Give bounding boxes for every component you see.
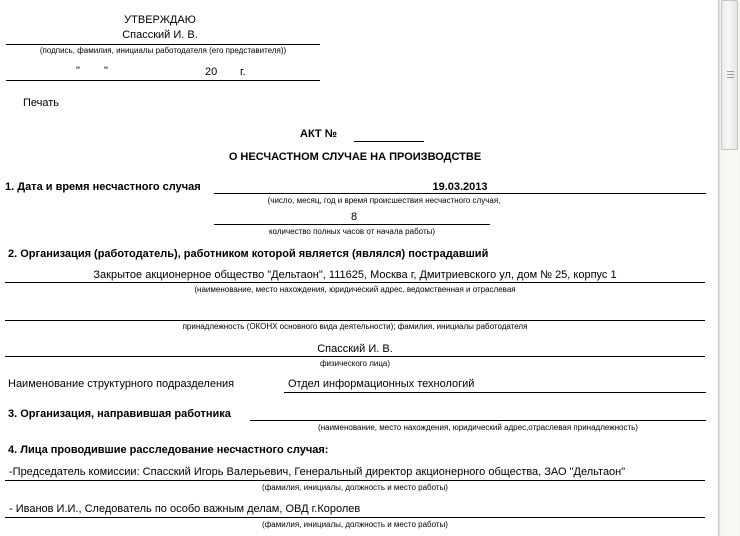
- okonh-caption: принадлежность (ОКОНХ основного вида деятельности); фамилия, инициалы работодателя: [182, 322, 528, 331]
- organization-caption: (наименование, место нахождения, юридический адрес, ведомственная и отраслевая: [194, 285, 516, 294]
- scrollbar-thumb[interactable]: [721, 0, 738, 150]
- date-year-prefix: 20: [205, 66, 218, 78]
- vertical-scrollbar[interactable]: [719, 0, 740, 536]
- employer-value: Спасский И. В.: [317, 343, 393, 355]
- commission-member-2-caption: (фамилия, инициалы, должность и место работы): [262, 520, 448, 529]
- section1-label: 1. Дата и время несчастного случая: [5, 181, 201, 193]
- department-underline: [284, 392, 706, 393]
- date-year-suffix: г.: [240, 66, 246, 78]
- accident-date-value: 19.03.2013: [432, 181, 488, 193]
- commission-member-1: -Председатель комиссии: Спасский Игорь Валерьевич, Генеральный директор акционерного общества, ЗАО "Дельтаон": [9, 466, 626, 478]
- act-subtitle: О НЕСЧАСТНОМ СЛУЧАЕ НА ПРОИЗВОДСТВЕ: [228, 151, 482, 163]
- date-quote-open: ": [76, 65, 80, 77]
- employer-underline: [5, 356, 705, 357]
- organization-underline: [5, 282, 705, 283]
- commission-member-1-caption: (фамилия, инициалы, должность и место работы): [262, 483, 448, 492]
- employer-caption: физического лица): [319, 359, 391, 368]
- date-quote-close: ": [104, 65, 108, 77]
- thumb-grip-line: [727, 74, 734, 75]
- section3-label: 3. Организация, направившая работника: [8, 408, 231, 420]
- thumb-grip-line: [727, 77, 734, 78]
- cut-off-header-fragment: [490, 0, 492, 3]
- section3-caption: (наименование, место нахождения, юридический адрес,отраслевая принадлежность): [318, 423, 638, 432]
- act-number-label: АКТ №: [300, 128, 337, 140]
- approve-title: УТВЕРЖДАЮ: [124, 14, 196, 26]
- accident-date-caption: (число, месяц, год и время происшествия несчастного случая,: [267, 196, 501, 205]
- work-hours-caption: количество полных часов от начала работы): [268, 227, 436, 236]
- work-hours-value: 8: [350, 211, 358, 223]
- work-hours-underline: [214, 224, 490, 225]
- commission-member-1-underline: [5, 480, 705, 481]
- thumb-grip-line: [727, 71, 734, 72]
- accident-date-underline: [214, 193, 706, 194]
- act-number-underline: [354, 141, 424, 142]
- approver-name: Спасский И. В.: [122, 29, 198, 41]
- department-label: Наименование структурного подразделения: [8, 378, 235, 390]
- print-label: Печать: [23, 97, 60, 109]
- approver-caption: (подпись, фамилия, инициалы работодателя (его представителя)): [39, 46, 287, 55]
- commission-member-2: - Иванов И.И., Следователь по особо важным делам, ОВД г.Королев: [9, 503, 361, 515]
- okonh-underline: [5, 320, 705, 321]
- approval-date-underline: [6, 80, 320, 81]
- section3-underline: [250, 420, 706, 421]
- approver-underline: [6, 44, 320, 45]
- commission-member-2-underline: [5, 517, 705, 518]
- organization-value: Закрытое акционерное общество "Дельтаон", 111625, Москва г, Дмитриевского ул, дом № 25, корпус 1: [93, 269, 617, 281]
- section2-label: 2. Организация (работодатель), работником которой является (являлся) пострадавший: [8, 248, 489, 260]
- department-value: Отдел информационных технологий: [288, 378, 475, 390]
- section4-label: 4. Лица проводившие расследование несчастного случая:: [8, 444, 329, 456]
